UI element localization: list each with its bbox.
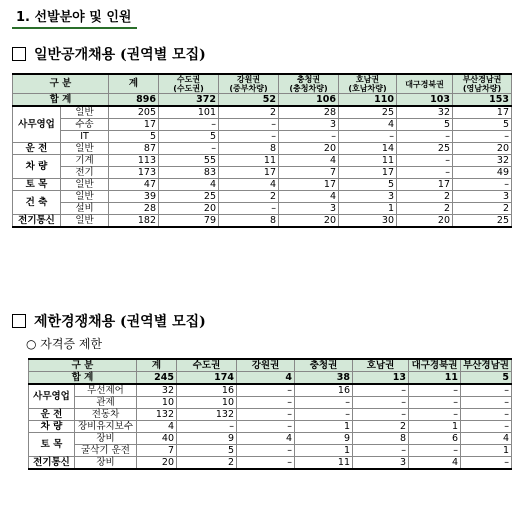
value-cell: 20 <box>159 203 219 215</box>
value-cell: 25 <box>397 143 453 155</box>
table-row <box>13 106 512 119</box>
value-cell: 25 <box>453 215 512 228</box>
category-cell: 사무영업 <box>13 106 61 143</box>
header-region <box>279 74 339 94</box>
value-cell: 8 <box>353 433 409 445</box>
value-cell: 30 <box>339 215 397 228</box>
value-cell: 2 <box>397 203 453 215</box>
value-cell: – <box>159 143 219 155</box>
subcategory-cell: 장비 <box>75 457 137 470</box>
header-region-sub: (호남차량) <box>348 84 387 93</box>
category-cell: 토 목 <box>29 433 75 457</box>
total-cell: 106 <box>279 94 339 107</box>
subcategory-cell: 전동차 <box>75 409 137 421</box>
value-cell: 28 <box>109 203 159 215</box>
value-cell: – <box>237 397 295 409</box>
section1-heading <box>12 44 206 64</box>
value-cell: 132 <box>177 409 237 421</box>
header-region-name: 대구경북권 <box>405 79 444 89</box>
general-recruit-table <box>12 73 512 228</box>
value-cell: 3 <box>279 119 339 131</box>
value-cell: – <box>279 131 339 143</box>
value-cell: 3 <box>339 191 397 203</box>
value-cell: 1 <box>409 421 461 433</box>
value-cell: 40 <box>137 433 177 445</box>
value-cell: – <box>409 397 461 409</box>
total-label: 합 계 <box>29 372 137 385</box>
total-cell: 103 <box>397 94 453 107</box>
value-cell: 5 <box>453 119 512 131</box>
value-cell: 11 <box>339 155 397 167</box>
total-cell: 153 <box>453 94 512 107</box>
value-cell: 4 <box>279 191 339 203</box>
value-cell: 25 <box>159 191 219 203</box>
category-cell: 차 량 <box>29 421 75 433</box>
value-cell: 182 <box>109 215 159 228</box>
value-cell: 4 <box>159 179 219 191</box>
value-cell: 1 <box>461 445 512 457</box>
table-row <box>13 143 512 155</box>
value-cell: 2 <box>353 421 409 433</box>
category-cell: 전기통신 <box>13 215 61 228</box>
header-total: 계 <box>137 359 177 372</box>
subcategory-cell: 장비 <box>75 433 137 445</box>
header-total: 계 <box>109 74 159 94</box>
value-cell: 17 <box>109 119 159 131</box>
value-cell: 20 <box>453 143 512 155</box>
subcategory-cell: 전기 <box>61 167 109 179</box>
header-region-name: 부산경남권 <box>462 75 502 84</box>
header-region-name: 부산경남권 <box>463 359 509 371</box>
table-row <box>29 457 512 470</box>
value-cell: 7 <box>137 445 177 457</box>
value-cell: – <box>461 397 512 409</box>
subcategory-cell: IT <box>61 131 109 143</box>
header-region-sub: (충청차량) <box>289 84 328 93</box>
value-cell: 2 <box>177 457 237 470</box>
value-cell: – <box>353 409 409 421</box>
subcategory-cell: 무선제어 <box>75 384 137 397</box>
value-cell: – <box>409 445 461 457</box>
value-cell: 11 <box>295 457 353 470</box>
value-cell: 11 <box>219 155 279 167</box>
value-cell: 5 <box>109 131 159 143</box>
table-row <box>29 433 512 445</box>
value-cell: – <box>237 384 295 397</box>
value-cell: 7 <box>279 167 339 179</box>
table-header-row <box>29 359 512 372</box>
header-region <box>295 359 353 372</box>
header-region <box>219 74 279 94</box>
value-cell: 47 <box>109 179 159 191</box>
value-cell: 17 <box>397 179 453 191</box>
value-cell: 4 <box>461 433 512 445</box>
value-cell: – <box>461 409 512 421</box>
value-cell: – <box>453 131 512 143</box>
table-row <box>29 421 512 433</box>
value-cell: 87 <box>109 143 159 155</box>
header-region-name: 호남권 <box>355 75 380 84</box>
category-cell: 운 전 <box>29 409 75 421</box>
value-cell: 6 <box>409 433 461 445</box>
table-row <box>13 167 512 179</box>
value-cell: 17 <box>339 167 397 179</box>
table-total-row <box>29 372 512 385</box>
total-cell: 4 <box>237 372 295 385</box>
value-cell: 205 <box>109 106 159 119</box>
subcategory-cell: 장비유지보수 <box>75 421 137 433</box>
value-cell: – <box>237 421 295 433</box>
value-cell: – <box>237 445 295 457</box>
value-cell: – <box>461 384 512 397</box>
value-cell: 2 <box>219 106 279 119</box>
table-header-row <box>13 74 512 94</box>
subcategory-cell: 일반 <box>61 106 109 119</box>
value-cell: – <box>397 131 453 143</box>
category-cell: 토 목 <box>13 179 61 191</box>
value-cell: 113 <box>109 155 159 167</box>
header-region-name: 강원권 <box>236 75 261 84</box>
value-cell: 4 <box>237 433 295 445</box>
value-cell: 14 <box>339 143 397 155</box>
total-cell: 52 <box>219 94 279 107</box>
value-cell: 83 <box>159 167 219 179</box>
value-cell: 20 <box>279 143 339 155</box>
value-cell: 17 <box>453 106 512 119</box>
value-cell: 39 <box>109 191 159 203</box>
value-cell: – <box>295 409 353 421</box>
header-region <box>409 359 461 372</box>
value-cell: 16 <box>177 384 237 397</box>
value-cell: 1 <box>339 203 397 215</box>
table-row <box>13 191 512 203</box>
value-cell: – <box>461 457 512 470</box>
total-cell: 372 <box>159 94 219 107</box>
subcategory-cell: 일반 <box>61 215 109 228</box>
value-cell: – <box>409 409 461 421</box>
value-cell: 17 <box>279 179 339 191</box>
value-cell: 20 <box>397 215 453 228</box>
value-cell: 2 <box>219 191 279 203</box>
table-row <box>13 215 512 228</box>
table-row <box>29 397 512 409</box>
value-cell: 28 <box>279 106 339 119</box>
header-gubun: 구 분 <box>13 74 109 94</box>
page-title: 1. 선발분야 및 인원 <box>12 6 137 29</box>
value-cell: – <box>353 397 409 409</box>
total-cell: 38 <box>295 372 353 385</box>
value-cell: – <box>397 155 453 167</box>
category-cell: 사무영업 <box>29 384 75 409</box>
value-cell: 32 <box>137 384 177 397</box>
category-cell: 운 전 <box>13 143 61 155</box>
header-region <box>397 74 453 94</box>
category-cell: 전기통신 <box>29 457 75 470</box>
section2-subheading: ○ 자격증 제한 <box>26 337 103 351</box>
value-cell: 55 <box>159 155 219 167</box>
table-row <box>29 445 512 457</box>
value-cell: – <box>339 131 397 143</box>
checkbox-square-icon <box>12 47 26 61</box>
header-region <box>461 359 512 372</box>
value-cell: – <box>397 167 453 179</box>
header-region-sub: (중부차량) <box>229 84 268 93</box>
subcategory-cell: 설비 <box>61 203 109 215</box>
value-cell: 79 <box>159 215 219 228</box>
section2-heading-text: 제한경쟁채용 (권역별 모집) <box>34 314 206 330</box>
header-region <box>453 74 512 94</box>
value-cell: 2 <box>453 203 512 215</box>
value-cell: – <box>409 384 461 397</box>
value-cell: 4 <box>137 421 177 433</box>
subcategory-cell: 일반 <box>61 191 109 203</box>
value-cell: 4 <box>219 179 279 191</box>
header-region-name: 대구경북권 <box>411 359 458 371</box>
value-cell: 10 <box>177 397 237 409</box>
value-cell: 17 <box>219 167 279 179</box>
table-row <box>13 119 512 131</box>
table-row <box>13 179 512 191</box>
total-cell: 110 <box>339 94 397 107</box>
value-cell: – <box>453 179 512 191</box>
header-region-name: 충청권 <box>296 75 321 84</box>
subcategory-cell: 관제 <box>75 397 137 409</box>
section1-heading-text: 일반공개채용 (권역별 모집) <box>34 47 206 63</box>
value-cell: 20 <box>279 215 339 228</box>
value-cell: 4 <box>279 155 339 167</box>
header-region-name: 충청권 <box>309 359 338 371</box>
subcategory-cell: 일반 <box>61 143 109 155</box>
total-cell: 245 <box>137 372 177 385</box>
section2-heading <box>12 311 206 331</box>
value-cell: 8 <box>219 143 279 155</box>
total-cell: 11 <box>409 372 461 385</box>
value-cell: 5 <box>339 179 397 191</box>
header-region-name: 강원권 <box>251 359 280 371</box>
value-cell: 2 <box>397 191 453 203</box>
value-cell: – <box>461 421 512 433</box>
value-cell: – <box>353 384 409 397</box>
header-region <box>159 74 219 94</box>
value-cell: 49 <box>453 167 512 179</box>
header-region-sub: (수도권) <box>173 84 204 93</box>
value-cell: 5 <box>159 131 219 143</box>
value-cell: – <box>237 457 295 470</box>
value-cell: 1 <box>295 421 353 433</box>
value-cell: 5 <box>397 119 453 131</box>
value-cell: – <box>219 131 279 143</box>
header-region <box>353 359 409 372</box>
subcategory-cell: 기계 <box>61 155 109 167</box>
category-cell: 건 축 <box>13 191 61 215</box>
value-cell: – <box>219 203 279 215</box>
value-cell: – <box>237 409 295 421</box>
header-region <box>177 359 237 372</box>
value-cell: – <box>295 397 353 409</box>
table-total-row <box>13 94 512 107</box>
header-gubun: 구 분 <box>29 359 137 372</box>
table-row <box>29 409 512 421</box>
value-cell: – <box>177 421 237 433</box>
subcategory-cell: 굴삭기 운전 <box>75 445 137 457</box>
value-cell: 32 <box>453 155 512 167</box>
header-region-name: 수도권 <box>192 359 221 371</box>
subcategory-cell: 수송 <box>61 119 109 131</box>
value-cell: – <box>159 119 219 131</box>
table-row <box>13 203 512 215</box>
value-cell: 16 <box>295 384 353 397</box>
value-cell: 25 <box>339 106 397 119</box>
limited-recruit-table <box>28 358 512 470</box>
value-cell: 9 <box>177 433 237 445</box>
value-cell: 20 <box>137 457 177 470</box>
header-region-sub: (영남차량) <box>462 84 502 93</box>
value-cell: 4 <box>409 457 461 470</box>
value-cell: 1 <box>295 445 353 457</box>
value-cell: 173 <box>109 167 159 179</box>
header-region <box>339 74 397 94</box>
table-row <box>13 131 512 143</box>
checkbox-square-icon <box>12 314 26 328</box>
total-cell: 174 <box>177 372 237 385</box>
subcategory-cell: 일반 <box>61 179 109 191</box>
category-cell: 차 량 <box>13 155 61 179</box>
value-cell: 32 <box>397 106 453 119</box>
value-cell: 3 <box>453 191 512 203</box>
total-label: 합 계 <box>13 94 109 107</box>
value-cell: 101 <box>159 106 219 119</box>
header-region <box>237 359 295 372</box>
total-cell: 896 <box>109 94 159 107</box>
value-cell: 5 <box>177 445 237 457</box>
header-region-name: 수도권 <box>176 75 201 84</box>
value-cell: 10 <box>137 397 177 409</box>
total-cell: 5 <box>461 372 512 385</box>
value-cell: – <box>353 445 409 457</box>
table-row <box>29 384 512 397</box>
value-cell: 4 <box>339 119 397 131</box>
value-cell: – <box>219 119 279 131</box>
value-cell: 132 <box>137 409 177 421</box>
value-cell: 3 <box>353 457 409 470</box>
value-cell: 9 <box>295 433 353 445</box>
table-row <box>13 155 512 167</box>
value-cell: 8 <box>219 215 279 228</box>
header-region-name: 호남권 <box>366 359 395 371</box>
value-cell: 3 <box>279 203 339 215</box>
total-cell: 13 <box>353 372 409 385</box>
